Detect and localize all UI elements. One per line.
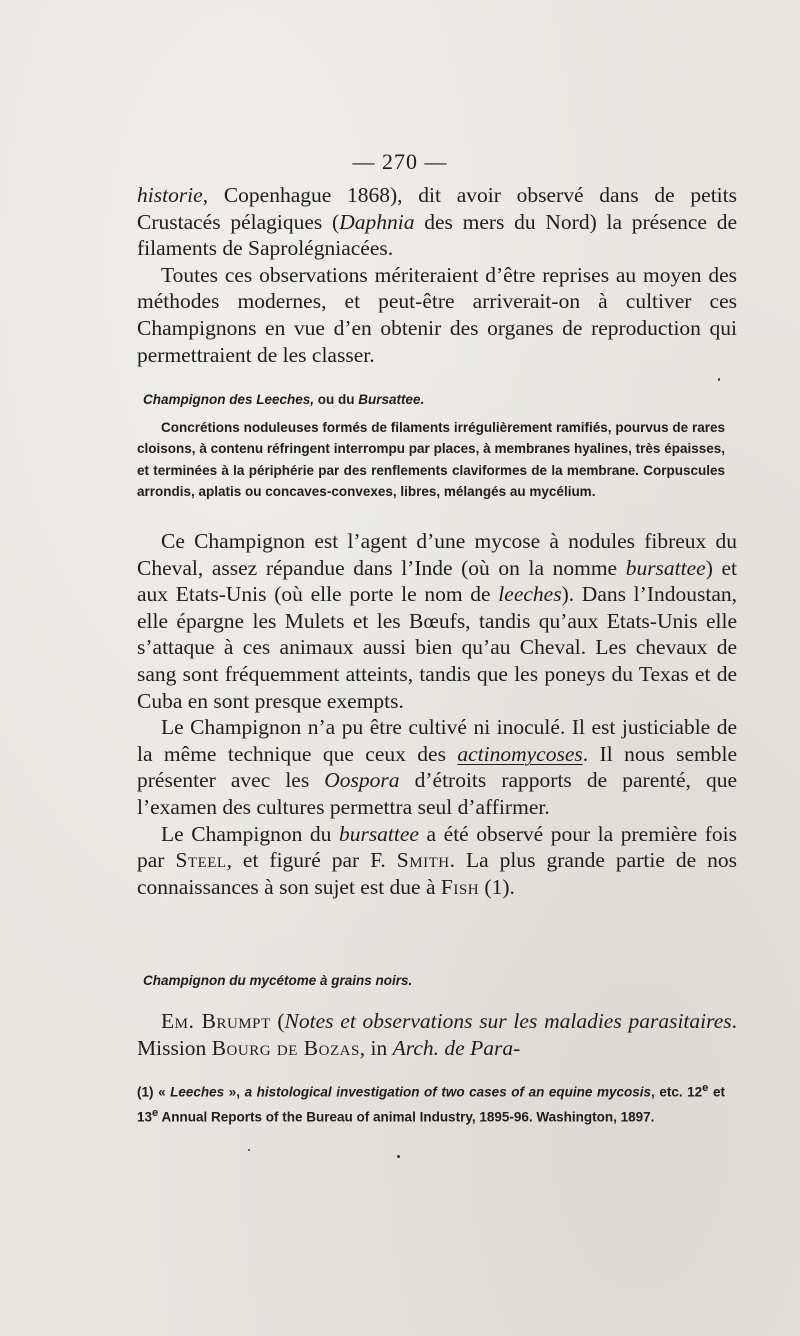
paper-speck xyxy=(718,378,720,381)
superscript: e xyxy=(152,1107,159,1119)
paragraph-history xyxy=(137,821,737,901)
heading-italic-part: Champignon des Leeches, xyxy=(143,392,315,407)
italic-notes-title: Notes et observations sur les maladies parasitaires xyxy=(284,1009,732,1033)
italic-historie: historie xyxy=(137,183,203,207)
text-run: », xyxy=(224,1084,245,1100)
italic-bursattee: bursattee xyxy=(625,555,706,580)
text-run: , Copenhague 1868), dit avoir observé dans de petits Crustacés pélagiques ( xyxy=(137,183,737,234)
text-run: (1) « xyxy=(137,1084,171,1100)
italic-oospora: Oospora xyxy=(324,768,400,793)
footnote-1 xyxy=(137,1078,725,1128)
paragraph-culture xyxy=(137,714,737,820)
text-run: . La plus grande partie de nos connaissances à son sujet est due à xyxy=(137,848,738,899)
italic-bursattee-2: bursattee xyxy=(338,821,419,846)
section-heading-mycetome: Champignon du mycétome à grains noirs. xyxy=(143,973,413,988)
author-brumpt: Em. Brumpt xyxy=(161,1009,271,1033)
footnote-italic-title: a histological investigation of two cases of an equine mycosis xyxy=(244,1084,651,1100)
text-run: , etc. 12 xyxy=(651,1084,703,1100)
species-description: Concrétions noduleuses formés de filaments irrégulièrement ramifiés, pourvus de rares cloisons, à contenu réfringent interrompu par places, à membranes hyalines, très épaisses, et terminées à la périphérie par des renflements claviformes de la membrane. Corpuscules arrondis, aplatis ou concaves-convexes, libres, mélangés au mycélium. xyxy=(137,420,725,499)
text-run: . Il nous semble présenter avec les xyxy=(137,741,737,793)
mission-bourg-de-bozas: Bourg de Bozas xyxy=(211,1035,360,1060)
paragraph-brumpt xyxy=(137,1008,737,1061)
italic-arch-para: Arch. de Para- xyxy=(392,1035,521,1060)
text-block-brumpt xyxy=(137,1008,737,1061)
text-run: . Mission xyxy=(137,1009,737,1060)
italic-daphnia: Daphnia xyxy=(339,209,415,234)
text-block-intro xyxy=(137,182,737,368)
text-block-bursattee xyxy=(137,528,737,900)
text-run: Annual Reports of the Bureau of animal Industry, 1895-96. Washington, 1897. xyxy=(158,1109,655,1125)
paragraph-mycose xyxy=(137,528,737,714)
text-run: ( xyxy=(270,1009,285,1033)
text-run: , in xyxy=(359,1035,393,1060)
text-run: ). Dans l’Indoustan, elle épargne les Mulets et les Bœufs, tandis qu’aux Etats-Unis elle s’attaque à ces animaux aussi bien qu’au Cheval. Les chevaux de sang sont fréquemment atteints, tandis que les poneys du Texas et de Cuba en sont presque exempts. xyxy=(137,582,737,713)
text-run: Le Champignon n’a pu être cultivé ni inoculé. Il est justiciable de la même technique que ceux des xyxy=(137,715,737,766)
superscript: e xyxy=(702,1082,709,1094)
text-run: des mers du Nord) la présence de filaments de Saprolégniacées. xyxy=(137,209,737,261)
section-heading-leeches xyxy=(143,392,743,407)
paragraph-observations: Toutes ces observations mériteraient d’être reprises au moyen des méthodes modernes, et peut-être arriverait-on à cultiver ces Champignons en vue d’en obtenir des organes de reproduction qui permettraient de les classer. xyxy=(137,262,737,367)
page-number: — 270 — xyxy=(352,149,448,174)
text-run: , et figuré par F. xyxy=(226,848,397,873)
text-run: (1). xyxy=(479,874,515,899)
author-smith: Smith xyxy=(396,848,450,873)
heading-plain-part: ou du xyxy=(314,392,359,407)
italic-actinomycoses: actinomycoses xyxy=(457,741,583,766)
author-fish: Fish xyxy=(440,874,480,899)
footnote-italic-leeches: Leeches xyxy=(170,1084,225,1100)
italic-leeches: leeches xyxy=(498,582,562,607)
paragraph-daphnia xyxy=(137,182,737,262)
text-run: a été observé pour la première fois par xyxy=(137,821,737,873)
text-run: ) et aux Etats-Unis (où elle porte le nom de xyxy=(137,555,737,607)
heading-italic-part-2: Bursattee. xyxy=(358,392,425,407)
paper-speck xyxy=(248,1149,250,1151)
text-run: Le Champignon du xyxy=(161,821,339,846)
paper-speck xyxy=(397,1155,400,1158)
text-run: Ce Champignon est l’agent d’une mycose à nodules fibreux du Cheval, assez répandue dans l’Inde (où on la nomme xyxy=(137,529,737,580)
text-run: et 13 xyxy=(137,1084,726,1125)
author-steel: Steel xyxy=(175,848,227,873)
text-run: d’étroits rapports de parenté, que l’examen des cultures permettra seul d’affirmer. xyxy=(137,768,737,819)
